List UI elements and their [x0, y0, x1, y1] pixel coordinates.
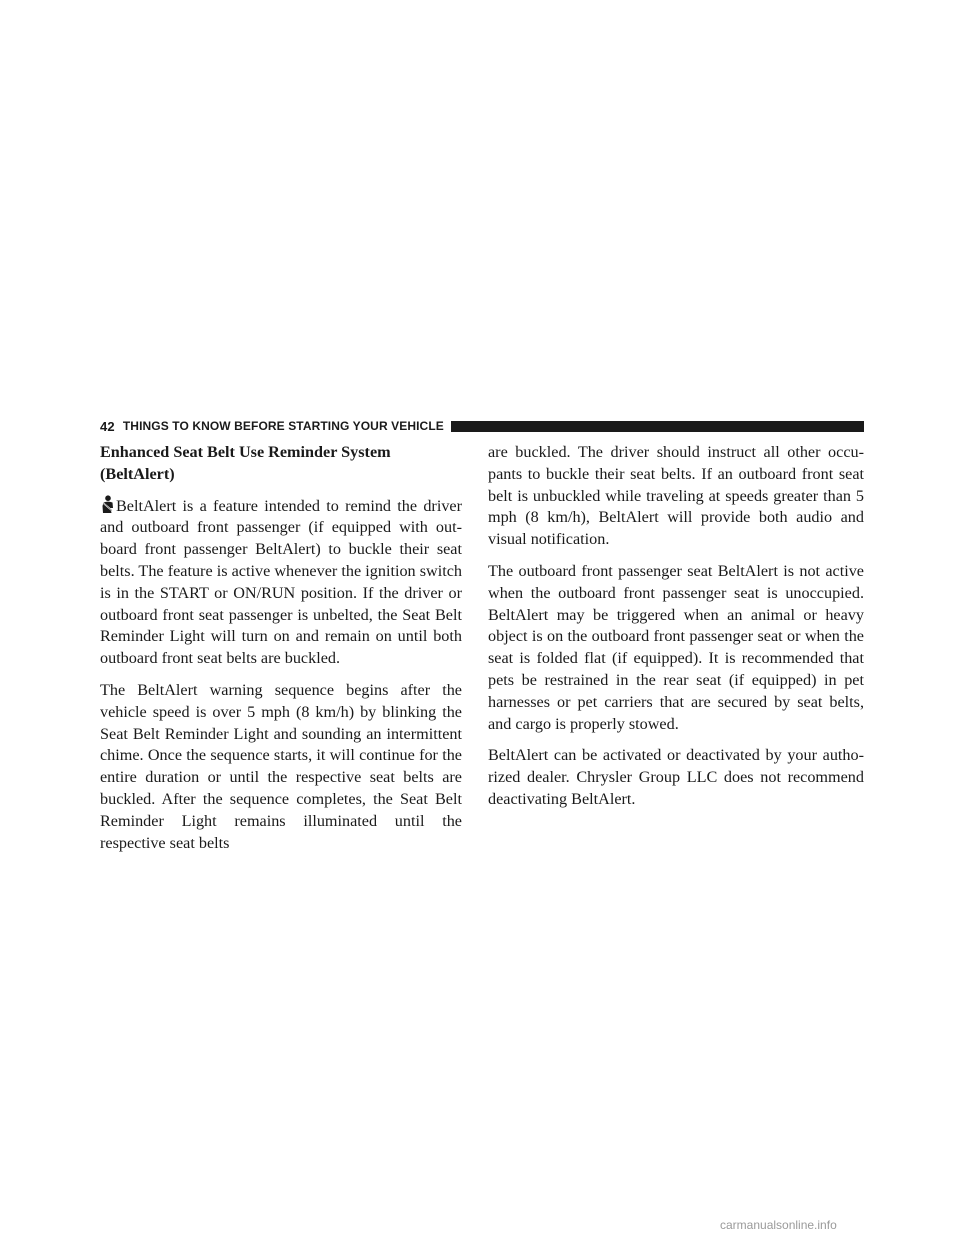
seat-belt-reminder-icon [100, 495, 115, 514]
section-title: THINGS TO KNOW BEFORE STARTING YOUR VEHICLE [122, 419, 444, 433]
paragraph-buckled: are buckled. The driver should instruct all other occu-pants to buckle their seat belts. If an outboard front seat belt is unbuckled while traveling at speeds greater than 5 mph (8 km/h), BeltAlert will provide both audio and visual notification. [488, 443, 864, 549]
paragraph-warning-sequence: The BeltAlert warning sequence begins after the vehicle speed is over 5 mph (8 km/h) by blinking the Seat Belt Reminder Light and sounding an intermittent chime. Once the sequence starts, it will continue for the entire duration or until the respective seat belts are buckled. After the sequence completes, the Seat Belt Reminder Light remains illuminated until the respective seat belts [100, 680, 462, 852]
page-header [100, 416, 864, 436]
paragraph-passenger-seat: The outboard front passenger seat BeltAlert is not active when the outboard front passenger seat is unoccupied. BeltAlert may be triggered when an animal or heavy object is on the outboard front passenger seat or when the seat is folded flat (if equipped). It is recommended that pets be restrained in the rear seat (if equipped) in pet harnesses or pet carriers that are secured by seat belts, and cargo is properly stowed. [488, 561, 864, 733]
page-number: 42 [100, 418, 115, 434]
paragraph-text: BeltAlert is a feature intended to remind the driver and outboard front passenger (if equipped with out-board front passenger BeltAlert) to buckle their seat belts. The feature is active whenever the ignition switch is in the START or ON/RUN position. If the driver or outboard front seat passenger is unbelted, the Seat Belt Reminder Light will turn on and remain on until both outboard front seat belts are buckled. [100, 496, 462, 668]
paragraph-beltalert-intro [100, 495, 462, 670]
footer-watermark: carmanualsonline.info [720, 1218, 837, 1232]
right-column [488, 442, 864, 821]
section-heading [100, 442, 462, 486]
header-rule [451, 421, 864, 432]
left-column [100, 442, 462, 864]
section-heading-line1: Enhanced Seat Belt Use Reminder System [100, 443, 391, 461]
paragraph-dealer: BeltAlert can be activated or deactivated by your autho-rized dealer. Chrysler Group LLC does not recommend deactivating BeltAlert. [488, 746, 864, 808]
section-heading-line2: (BeltAlert) [100, 464, 175, 483]
